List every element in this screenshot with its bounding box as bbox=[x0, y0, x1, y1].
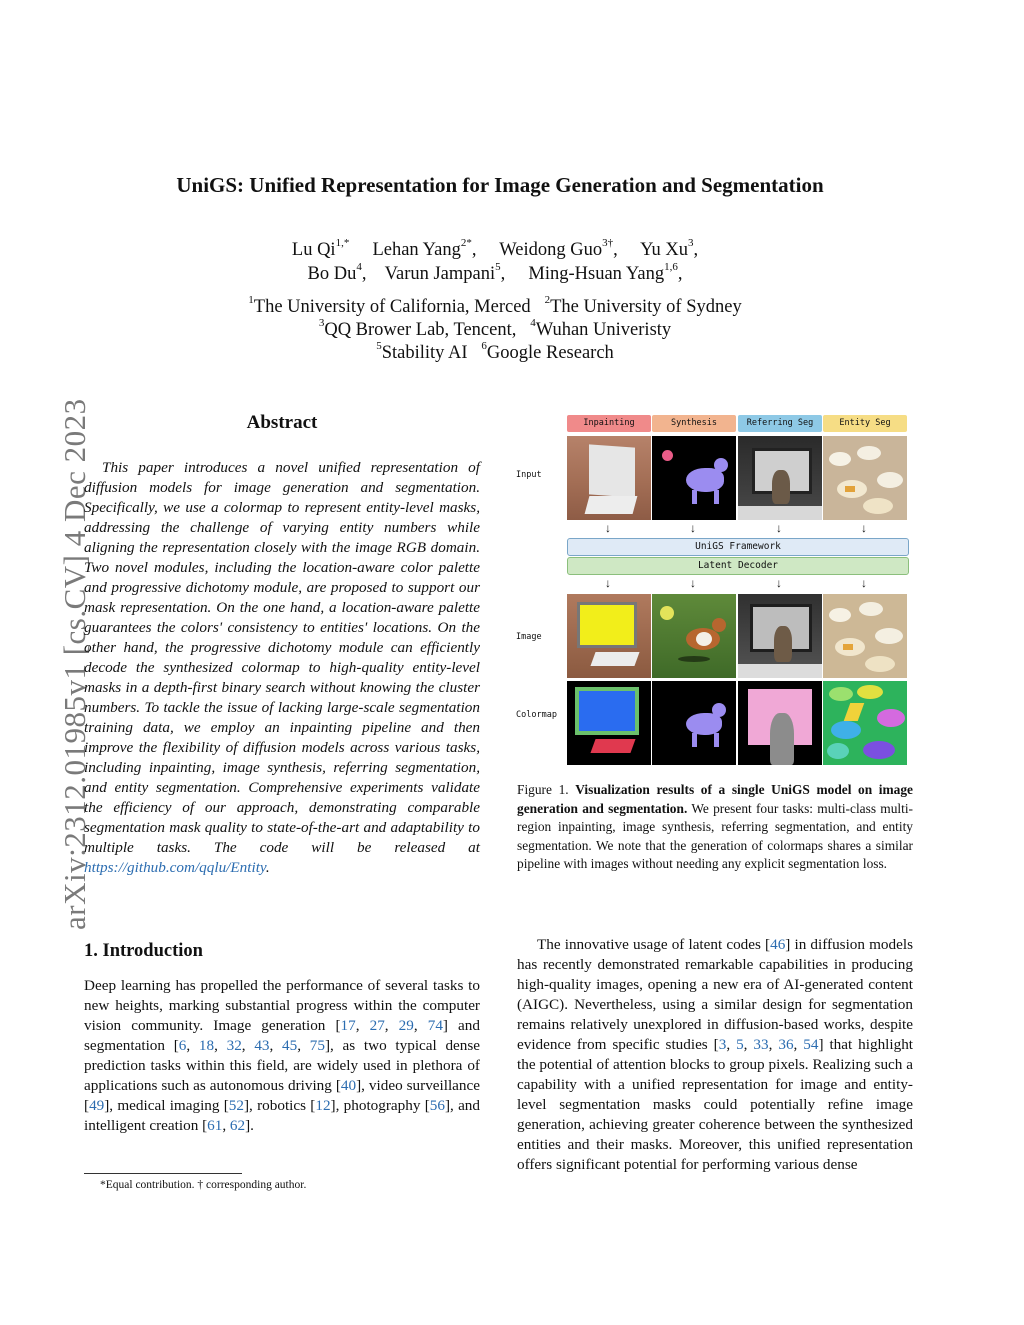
citation[interactable]: 62 bbox=[229, 1117, 246, 1134]
citation[interactable]: 12 bbox=[315, 1097, 331, 1114]
citation[interactable]: 52 bbox=[228, 1097, 244, 1114]
author: Weidong Guo$^{3\dagger}$, bbox=[499, 237, 618, 260]
down-arrow-icon: ↓ bbox=[605, 521, 611, 535]
footnote: *Equal contribution. † corresponding author. bbox=[100, 1179, 307, 1191]
author: Yu Xu$^3$, bbox=[640, 237, 699, 260]
citation[interactable]: 61 bbox=[207, 1117, 223, 1134]
citation[interactable]: 32 bbox=[226, 1037, 242, 1054]
citation[interactable]: 45 bbox=[282, 1037, 298, 1054]
arxiv-sidebar-stamp bbox=[14, 360, 92, 930]
input-referring-photo bbox=[738, 436, 822, 520]
citation[interactable]: 33 bbox=[753, 1036, 769, 1053]
colormap-entity bbox=[823, 681, 907, 765]
authors-line-1 bbox=[0, 237, 990, 261]
citation[interactable]: 46 bbox=[770, 936, 786, 953]
colormap-synthesis bbox=[652, 681, 736, 765]
task-label-inpainting: Inpainting bbox=[567, 415, 651, 432]
row-label-colormap: Colormap bbox=[516, 710, 557, 720]
output-inpainting-image bbox=[567, 594, 651, 678]
task-label-synthesis: Synthesis bbox=[652, 415, 736, 432]
colormap-referring bbox=[738, 681, 822, 765]
figure-1 bbox=[510, 408, 918, 768]
down-arrow-icon: ↓ bbox=[690, 521, 696, 535]
paper-title: UniGS: Unified Representation for Image Generation and Segmentation bbox=[176, 173, 824, 197]
citation[interactable]: 36 bbox=[778, 1036, 794, 1053]
footnote-divider bbox=[84, 1173, 242, 1174]
output-synthesis-image bbox=[652, 594, 736, 678]
citation[interactable]: 3 bbox=[718, 1036, 727, 1053]
introduction-paragraph: Deep learning has propelled the performance of several tasks to new heights, marking substantial progress within the computer vision community. Image generation [17, 27, 29, 74] and segmentation [6, 18, 32, 43, 45, 75], as two typical dense prediction tasks within this field, are widely used in plethora of applications such as autonomous driving [40], video surveillance [49], medical imaging [52], robotics [12], photography [56], and intelligent creation [61, 62]. bbox=[84, 977, 481, 1134]
input-entity-photo bbox=[823, 436, 907, 520]
citation[interactable]: 56 bbox=[429, 1097, 445, 1114]
abstract-heading: Abstract bbox=[246, 412, 318, 433]
row-label-input: Input bbox=[516, 470, 542, 480]
row-label-image: Image bbox=[516, 632, 542, 642]
down-arrow-icon: ↓ bbox=[776, 521, 782, 535]
arxiv-id: arXiv:2312.01985v1 [cs.CV] 4 Dec 2023 bbox=[57, 398, 92, 930]
down-arrow-icon: ↓ bbox=[605, 576, 611, 590]
affiliations-line-1: $^1$The University of California, Merced $^2$The University of Sydney bbox=[248, 294, 742, 317]
author: Varun Jampani$^5$, bbox=[384, 261, 506, 284]
down-arrow-icon: ↓ bbox=[690, 576, 696, 590]
citation[interactable]: 17 bbox=[340, 1017, 356, 1034]
citation[interactable]: 5 bbox=[736, 1036, 744, 1053]
colormap-inpainting bbox=[567, 681, 651, 765]
input-synthesis-colormap bbox=[652, 436, 736, 520]
output-referring-image bbox=[738, 594, 822, 678]
output-entity-image bbox=[823, 594, 907, 678]
latent-decoder-box: Latent Decoder bbox=[567, 557, 909, 575]
citation[interactable]: 6 bbox=[178, 1037, 187, 1054]
citation[interactable]: 18 bbox=[198, 1037, 215, 1054]
citation[interactable]: 27 bbox=[369, 1017, 385, 1034]
citation[interactable]: 43 bbox=[254, 1037, 270, 1054]
unigs-framework-box: UniGS Framework bbox=[567, 538, 909, 556]
down-arrow-icon: ↓ bbox=[861, 576, 867, 590]
citation[interactable]: 75 bbox=[309, 1037, 325, 1054]
figure-caption: Figure 1. Visualization results of a single UniGS model on image generation and segmentation. We present four tasks: multi-class multi-region inpainting, image synthesis, referring segmentation, and entity segmentation. We note that the generation of colormaps shares a similar pipeline with images without needing any explicit segmentation loss. bbox=[517, 782, 914, 871]
task-label-entity-seg: Entity Seg bbox=[823, 415, 907, 432]
author: Lehan Yang$^{2*}$, bbox=[372, 237, 477, 260]
affiliations-line-2: $^3$QQ Brower Lab, Tencent, $^4$Wuhan Univeristy bbox=[318, 317, 672, 340]
task-label-referring-seg: Referring Seg bbox=[738, 415, 822, 432]
author: Bo Du$^4$, bbox=[307, 261, 367, 284]
input-inpainting-image bbox=[567, 436, 651, 520]
citation[interactable]: 29 bbox=[398, 1017, 414, 1034]
citation[interactable]: 49 bbox=[89, 1097, 105, 1114]
code-link[interactable]: https://github.com/qqlu/Entity bbox=[84, 859, 266, 876]
citation[interactable]: 54 bbox=[803, 1036, 819, 1053]
down-arrow-icon: ↓ bbox=[776, 576, 782, 590]
author: Lu $Qi^{1,*}$ bbox=[291, 237, 350, 260]
citation[interactable]: 74 bbox=[427, 1017, 443, 1034]
author: Ming-Hsuan Yang$^{1,6}$, bbox=[528, 261, 683, 284]
introduction-paragraph-2: The innovative usage of latent codes [46] in diffusion models has recently demonstrated remarkable capabilities in producing high-quality images, opening a new era of AI-generated content (AIGC). Nevertheless, using a similar design for segmentation remains relatively unexplored in diffusion-based works, despite evidence from specific studies [3, 5, 33, 36, 54] that highlight the potential of attention blocks to group pixels. Realizing such a capability with a unified representation for image and entity-level segmentation masks could potentially refine image generation, achieving greater coherence between the synthesized entities and their masks. Moreover, this unified representation offers significant potential for performing various dense bbox=[517, 936, 914, 1173]
abstract-body: This paper introduces a novel unified representation of diffusion models for image generation and segmentation. Specifically, we use a colormap to represent entity-level masks, addressing the challenge of varying entity numbers while aligning the representation closely with the image RGB domain. Two novel modules, including the location-aware color palette and progressive dichotomy module, are proposed to support our mask representation. On the one hand, a location-aware palette guarantees the colors' consistency to entities' locations. On the other hand, the progressive dichotomy module can efficiently decode the synthesized colormap to high-quality entity-level masks in a depth-first binary search without knowing the cluster numbers. To tackle the issue of lacking large-scale segmentation training data, we employ an inpainting pipeline and then improve the flexibility of diffusion models across various tasks, including inpainting, image synthesis, referring segmentation, and entity segmentation. Comprehensive experiments validate the efficiency of our approach, demonstrating comparable segmentation mask quality to state-of-the-art and adaptability to multiple tasks. The code will be released at https://github.com/qqlu/Entity. bbox=[84, 459, 480, 876]
authors-line-2 bbox=[0, 261, 990, 285]
affiliations-line-3: $^5$Stability AI $^6$Google Research bbox=[376, 340, 614, 363]
down-arrow-icon: ↓ bbox=[861, 521, 867, 535]
section-heading-introduction: 1. Introduction bbox=[84, 941, 203, 961]
citation[interactable]: 40 bbox=[340, 1077, 357, 1094]
